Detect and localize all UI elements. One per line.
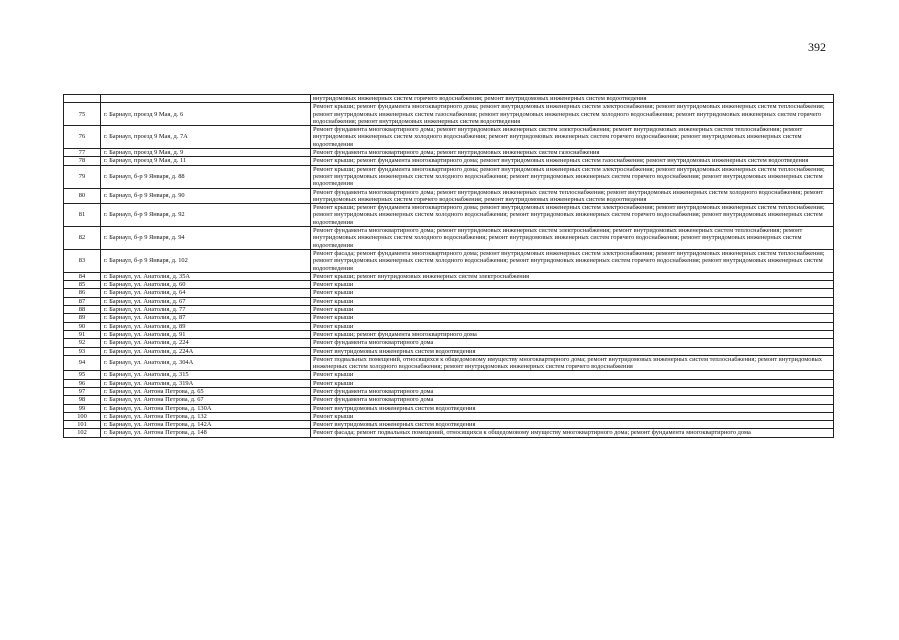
table-row	[64, 188, 834, 204]
works-cell: Ремонт крыши	[311, 306, 834, 314]
address-cell: г. Барнаул, ул. Анатолия, д. 91	[101, 330, 311, 338]
works-cell: внутридомовых инженерных систем горячего водоснабжения; ремонт внутридомовых инженерных систем водоотведения	[311, 95, 834, 103]
table-row	[64, 314, 834, 322]
works-cell: Ремонт крыши	[311, 289, 834, 297]
table-row	[64, 387, 834, 395]
works-cell: Ремонт внутридомовых инженерных систем водоотведения	[311, 347, 834, 355]
address-cell: г. Барнаул, ул. Анатолия, д. 64	[101, 289, 311, 297]
row-number-cell: 81	[64, 204, 101, 227]
table-row	[64, 103, 834, 126]
works-cell: Ремонт крыши	[311, 297, 834, 305]
works-cell: Ремонт крыши; ремонт фундамента многоквартирного дома	[311, 330, 834, 338]
address-cell: г. Барнаул, ул. Анатолия, д. 60	[101, 281, 311, 289]
row-number-cell: 95	[64, 371, 101, 379]
address-cell	[101, 95, 311, 103]
works-cell: Ремонт крыши; ремонт внутридомовых инженерных систем электроснабжения	[311, 272, 834, 280]
address-cell: г. Барнаул, ул. Анатолия, д. 319А	[101, 379, 311, 387]
address-cell: г. Барнаул, ул. Анатолия, д. 304А	[101, 355, 311, 371]
works-cell: Ремонт крыши	[311, 412, 834, 420]
works-cell: Ремонт крыши	[311, 281, 834, 289]
works-cell: Ремонт фундамента многоквартирного дома; ремонт внутридомовых инженерных систем электроснабжения; ремонт внутридомовых инженерных систем теплоснабжения; ремонт внутридомовых инженерных систем холодного водоснабжения; ремонт внутридомовых инженерных систем горячего водоснабжения; ремонт внутридомовых инженерных систем водоотведения	[311, 126, 834, 149]
address-cell: г. Барнаул, ул. Анатолия, д. 35А	[101, 272, 311, 280]
table-row	[64, 379, 834, 387]
works-cell: Ремонт фундамента многоквартирного дома	[311, 387, 834, 395]
row-number-cell: 87	[64, 297, 101, 305]
table-row	[64, 126, 834, 149]
address-cell: г. Барнаул, проезд 9 Мая, д. 11	[101, 157, 311, 165]
repair-works-table	[63, 94, 834, 438]
row-number-cell: 96	[64, 379, 101, 387]
row-number-cell: 78	[64, 157, 101, 165]
works-cell: Ремонт крыши; ремонт фундамента многоквартирного дома; ремонт внутридомовых инженерных систем газоснабжения; ремонт внутридомовых инженерных систем водоотведения	[311, 157, 834, 165]
table-row	[64, 404, 834, 412]
table-row	[64, 412, 834, 420]
table-row	[64, 249, 834, 272]
row-number-cell: 86	[64, 289, 101, 297]
address-cell: г. Барнаул, б-р 9 Января, д. 90	[101, 188, 311, 204]
address-cell: г. Барнаул, ул. Антона Петрова, д. 67	[101, 396, 311, 404]
table-row	[64, 429, 834, 437]
works-cell: Ремонт внутридомовых инженерных систем водоотведения	[311, 421, 834, 429]
works-cell: Ремонт фасада; ремонт фундамента многоквартирного дома; ремонт внутридомовых инженерных систем электроснабжения; ремонт внутридомовых инженерных систем теплоснабжения; ремонт внутридомовых инженерных систем холодного водоснабжения; ремонт внутридомовых инженерных систем горячего водоснабжения; ремонт внутридомовых инженерных систем водоотведения	[311, 249, 834, 272]
row-number-cell: 91	[64, 330, 101, 338]
row-number-cell: 90	[64, 322, 101, 330]
row-number-cell: 76	[64, 126, 101, 149]
works-cell: Ремонт крыши; ремонт фундамента многоквартирного дома; ремонт внутридомовых инженерных систем электроснабжения; ремонт внутридомовых инженерных систем теплоснабжения; ремонт внутридомовых инженерных систем газоснабжения; ремонт внутридомовых инженерных систем холодного водоснабжения; ремонт внутридомовых инженерных систем горячего водоснабжения; ремонт внутридомовых инженерных систем водоотведения	[311, 103, 834, 126]
address-cell: г. Барнаул, ул. Анатолия, д. 87	[101, 314, 311, 322]
table-row	[64, 396, 834, 404]
works-cell: Ремонт фасада; ремонт подвальных помещений, относящихся к общедомовому имуществу многоквартирного дома; ремонт фундамента многоквартирного дома	[311, 429, 834, 437]
table-body	[64, 95, 834, 438]
row-number-cell: 98	[64, 396, 101, 404]
address-cell: г. Барнаул, ул. Анатолия, д. 67	[101, 297, 311, 305]
table-row	[64, 297, 834, 305]
address-cell: г. Барнаул, ул. Анатолия, д. 77	[101, 306, 311, 314]
row-number-cell: 102	[64, 429, 101, 437]
row-number-cell: 88	[64, 306, 101, 314]
works-cell: Ремонт крыши; ремонт фундамента многоквартирного дома; ремонт внутридомовых инженерных систем электроснабжения; ремонт внутридомовых инженерных систем теплоснабжения; ремонт внутридомовых инженерных систем холодного водоснабжения; ремонт внутридомовых инженерных систем горячего водоснабжения; ремонт внутридомовых инженерных систем водоотведения	[311, 165, 834, 188]
works-cell: Ремонт фундамента многоквартирного дома	[311, 339, 834, 347]
address-cell: г. Барнаул, ул. Антона Петрова, д. 130А	[101, 404, 311, 412]
row-number-cell: 80	[64, 188, 101, 204]
works-cell: Ремонт крыши; ремонт фундамента многоквартирного дома; ремонт внутридомовых инженерных систем электроснабжения; ремонт внутридомовых инженерных систем теплоснабжения; ремонт внутридомовых инженерных систем холодного водоснабжения; ремонт внутридомовых инженерных систем горячего водоснабжения; ремонт внутридомовых инженерных систем водоотведения	[311, 204, 834, 227]
table-row	[64, 272, 834, 280]
address-cell: г. Барнаул, ул. Анатолия, д. 315	[101, 371, 311, 379]
works-cell: Ремонт фундамента многоквартирного дома; ремонт внутридомовых инженерных систем теплоснабжения; ремонт внутридомовых инженерных систем холодного водоснабжения; ремонт внутридомовых инженерных систем горячего водоснабжения; ремонт внутридомовых инженерных систем водоотведения	[311, 188, 834, 204]
address-cell: г. Барнаул, б-р 9 Января, д. 94	[101, 227, 311, 250]
address-cell: г. Барнаул, проезд 9 Мая, д. 7А	[101, 126, 311, 149]
table-row	[64, 421, 834, 429]
address-cell: г. Барнаул, ул. Антона Петрова, д. 148	[101, 429, 311, 437]
works-cell: Ремонт подвальных помещений, относящихся к общедомовому имуществу многоквартирного дома; ремонт внутридомовых инженерных систем теплоснабжения; ремонт внутридомовых инженерных систем холодного водоснабжения; ремонт внутридомовых инженерных систем горячего водоснабжения	[311, 355, 834, 371]
address-cell: г. Барнаул, проезд 9 Мая, д. 9	[101, 149, 311, 157]
table-row	[64, 339, 834, 347]
table-row	[64, 149, 834, 157]
row-number-cell: 99	[64, 404, 101, 412]
address-cell: г. Барнаул, ул. Анатолия, д. 224	[101, 339, 311, 347]
table-row	[64, 330, 834, 338]
table-row	[64, 289, 834, 297]
row-number-cell: 97	[64, 387, 101, 395]
works-cell: Ремонт фундамента многоквартирного дома; ремонт внутридомовых инженерных систем электроснабжения; ремонт внутридомовых инженерных систем теплоснабжения; ремонт внутридомовых инженерных систем холодного водоснабжения; ремонт внутридомовых инженерных систем горячего водоснабжения; ремонт внутридомовых инженерных систем водоотведения	[311, 227, 834, 250]
works-cell: Ремонт крыши	[311, 371, 834, 379]
address-cell: г. Барнаул, проезд 9 Мая, д. 6	[101, 103, 311, 126]
address-cell: г. Барнаул, ул. Анатолия, д. 89	[101, 322, 311, 330]
works-cell: Ремонт крыши	[311, 314, 834, 322]
row-number-cell: 75	[64, 103, 101, 126]
table-row-continuation	[64, 95, 834, 103]
address-cell: г. Барнаул, ул. Антона Петрова, д. 65	[101, 387, 311, 395]
works-cell: Ремонт фундамента многоквартирного дома	[311, 396, 834, 404]
table-row	[64, 355, 834, 371]
table-row	[64, 322, 834, 330]
row-number-cell: 82	[64, 227, 101, 250]
table-row	[64, 306, 834, 314]
page-number: 392	[808, 40, 826, 54]
address-cell: г. Барнаул, ул. Антона Петрова, д. 132	[101, 412, 311, 420]
row-number-cell: 83	[64, 249, 101, 272]
address-cell: г. Барнаул, б-р 9 Января, д. 88	[101, 165, 311, 188]
works-cell: Ремонт фундамента многоквартирного дома; ремонт внутридомовых инженерных систем газоснабжения	[311, 149, 834, 157]
works-cell: Ремонт крыши	[311, 379, 834, 387]
row-number-cell	[64, 95, 101, 103]
table-row	[64, 281, 834, 289]
table-row	[64, 371, 834, 379]
row-number-cell: 79	[64, 165, 101, 188]
table-row	[64, 227, 834, 250]
row-number-cell: 92	[64, 339, 101, 347]
address-cell: г. Барнаул, б-р 9 Января, д. 102	[101, 249, 311, 272]
row-number-cell: 94	[64, 355, 101, 371]
row-number-cell: 93	[64, 347, 101, 355]
row-number-cell: 85	[64, 281, 101, 289]
row-number-cell: 100	[64, 412, 101, 420]
address-cell: г. Барнаул, ул. Анатолия, д. 224А	[101, 347, 311, 355]
row-number-cell: 101	[64, 421, 101, 429]
table-row	[64, 204, 834, 227]
address-cell: г. Барнаул, ул. Антона Петрова, д. 142А	[101, 421, 311, 429]
works-cell: Ремонт крыши	[311, 322, 834, 330]
row-number-cell: 89	[64, 314, 101, 322]
works-cell: Ремонт внутридомовых инженерных систем водоотведения	[311, 404, 834, 412]
table-row	[64, 347, 834, 355]
row-number-cell: 84	[64, 272, 101, 280]
table-row	[64, 165, 834, 188]
address-cell: г. Барнаул, б-р 9 Января, д. 92	[101, 204, 311, 227]
table-row	[64, 157, 834, 165]
row-number-cell: 77	[64, 149, 101, 157]
